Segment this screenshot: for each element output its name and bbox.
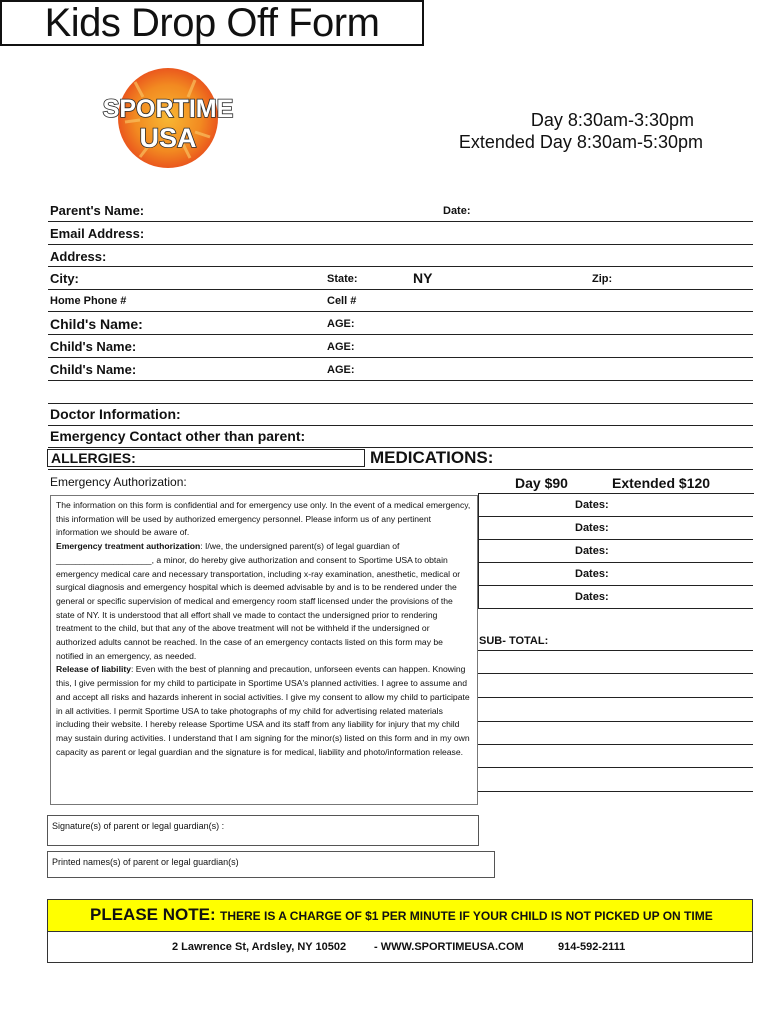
divider (48, 357, 753, 358)
dates-field-2[interactable] (620, 521, 750, 537)
emergency-contact-label: Emergency Contact other than parent: (50, 428, 306, 444)
divider (478, 721, 753, 722)
please-note-box (47, 899, 753, 963)
child-name-field-1[interactable] (150, 316, 320, 332)
child-name-field-2[interactable] (150, 339, 320, 355)
divider (48, 334, 753, 335)
divider (478, 744, 753, 745)
dates-label-4: Dates: (575, 568, 609, 580)
footer-website[interactable]: - WWW.SPORTIMEUSA.COM (374, 941, 524, 953)
home-phone-field[interactable] (130, 293, 320, 309)
dates-field-1[interactable] (620, 498, 750, 514)
dates-label-2: Dates: (575, 522, 609, 534)
allergies-label: ALLERGIES: (51, 450, 136, 466)
parent-name-field[interactable] (152, 203, 432, 219)
release-text: : Even with the best of planning and precaution, unforseen events can happen. Knowing this, I give permission for my child to participate in Sportime USA's planned activities. I agree to assume and and accept all risks and hazards inherent in social activities. I give my consent to allow my child to participate in all activities. I permit Sportime USA to take photographs of my child for advertising related materials including their website. I hereby release Sportime USA and its staff from any liability for injury that my child may sustain during activities. I understand that I am signing for the minor(s) listed on this form and in my own capacity as parent or legal guardian and the signature is for medical, liability and photo/information release. (56, 664, 470, 757)
date-field[interactable] (480, 203, 750, 219)
treatment-title: Emergency treatment authorization (56, 541, 201, 552)
divider (48, 266, 753, 267)
zip-field[interactable] (620, 271, 750, 287)
age-label-2: AGE: (327, 341, 355, 353)
address-label: Address: (50, 249, 107, 264)
extended-hours: Extended Day 8:30am-5:30pm (458, 132, 703, 152)
dates-field-4[interactable] (620, 567, 750, 583)
city-field[interactable] (85, 271, 315, 287)
subtotal-label: SUB- TOTAL: (479, 635, 549, 647)
note-text: THERE IS A CHARGE OF $1 PER MINUTE IF YOUR CHILD IS NOT PICKED UP ON TIME (220, 909, 713, 923)
consent-text-block (50, 495, 478, 805)
signature-label: Signature(s) of parent or legal guardian(s) : (52, 821, 225, 831)
footer-address: 2 Lawrence St, Ardsley, NY 10502 (172, 941, 347, 953)
logo-text-sportime: SPORTIME (102, 95, 234, 123)
divider (478, 516, 753, 517)
child-name-label-3: Child's Name: (50, 362, 137, 377)
date-label: Date: (443, 205, 471, 217)
divider (478, 539, 753, 540)
age-field-3[interactable] (365, 362, 750, 378)
divider (478, 562, 753, 563)
home-phone-label: Home Phone # (50, 295, 127, 307)
divider (48, 289, 753, 290)
divider (478, 673, 753, 674)
dates-field-5[interactable] (620, 590, 750, 606)
child-name-label-1: Child's Name: (50, 316, 143, 332)
city-label: City: (50, 271, 79, 286)
footer-phone: 914-592-2111 (558, 941, 626, 953)
doctor-info-field[interactable] (195, 406, 750, 422)
divider (478, 767, 753, 768)
release-title: Release of liability (56, 664, 131, 675)
dates-field-3[interactable] (620, 544, 750, 560)
address-field[interactable] (115, 249, 750, 265)
page-title: Kids Drop Off Form (0, 0, 424, 46)
doctor-info-label: Doctor Information: (50, 406, 181, 422)
child-name-field-3[interactable] (150, 362, 320, 378)
age-label-1: AGE: (327, 318, 355, 330)
day-hours: Day 8:30am-3:30pm (530, 110, 694, 130)
price-day[interactable]: Day $90 (515, 475, 568, 491)
dates-label-5: Dates: (575, 591, 609, 603)
divider (478, 791, 753, 792)
age-field-1[interactable] (365, 316, 750, 332)
age-field-2[interactable] (365, 339, 750, 355)
zip-label: Zip: (592, 273, 613, 285)
cell-label: Cell # (327, 295, 357, 307)
printed-names-box[interactable] (47, 851, 495, 878)
email-label: Email Address: (50, 226, 145, 241)
treatment-text: : I/we, the undersigned parent(s) of legal guardian of ____________________, a minor, do hereby give authorization and consent to Sportime USA to obtain emergency medical care and necessary transportation, including x-ray examination, anesthetic, medical or surgical diagnosis and emergency hospital which is deemed advisable by and is to be rendered under the general or specific supervision of medical and emergency room staff licensed under the provisions of the state of NY. It is understood that all effort shall ve made to contact the undersigned prior to rendering treatment to the child, but that any of the above treatment will not be withheld if the undersigned or authorized adults cannot be reached. In the case of an emergency contacts listed on this form may be notified in an emergency, as needed. (56, 541, 461, 661)
divider (478, 585, 753, 586)
medications-field[interactable] (500, 450, 750, 466)
divider (48, 221, 753, 222)
dates-label-1: Dates: (575, 499, 609, 511)
state-value[interactable]: NY (413, 270, 433, 286)
divider (48, 380, 753, 381)
child-name-label-2: Child's Name: (50, 339, 137, 354)
divider (48, 425, 753, 426)
note-title: PLEASE NOTE: (90, 905, 216, 924)
divider (48, 244, 753, 245)
medications-label: MEDICATIONS: (370, 448, 494, 467)
price-extended[interactable]: Extended $120 (612, 475, 711, 491)
divider (48, 311, 753, 312)
cell-field[interactable] (365, 293, 750, 309)
logo-text-usa: USA (139, 123, 197, 153)
signature-box[interactable] (47, 815, 479, 846)
divider (48, 469, 753, 470)
allergies-box[interactable] (47, 449, 365, 467)
printed-names-label: Printed names(s) of parent or legal guardian(s) (52, 857, 239, 867)
dates-label-3: Dates: (575, 545, 609, 557)
state-label: State: (327, 273, 358, 285)
divider (478, 650, 753, 651)
divider (478, 697, 753, 698)
subtotal-field[interactable] (560, 633, 750, 649)
emergency-authorization-label: Emergency Authorization: (50, 475, 187, 489)
note-highlight (48, 900, 752, 932)
consent-intro: The information on this form is confidential and for emergency use only. In the event of a medical emergency, this information will be used by authorized emergency personnel. Please inform us of any pertinent information we should be aware of. (56, 500, 471, 538)
divider (478, 608, 753, 609)
email-field[interactable] (155, 226, 750, 242)
sportime-usa-logo (95, 62, 241, 174)
age-label-3: AGE: (327, 364, 355, 376)
emergency-contact-field[interactable] (330, 428, 750, 444)
parent-name-label: Parent's Name: (50, 203, 145, 218)
divider (48, 403, 753, 404)
